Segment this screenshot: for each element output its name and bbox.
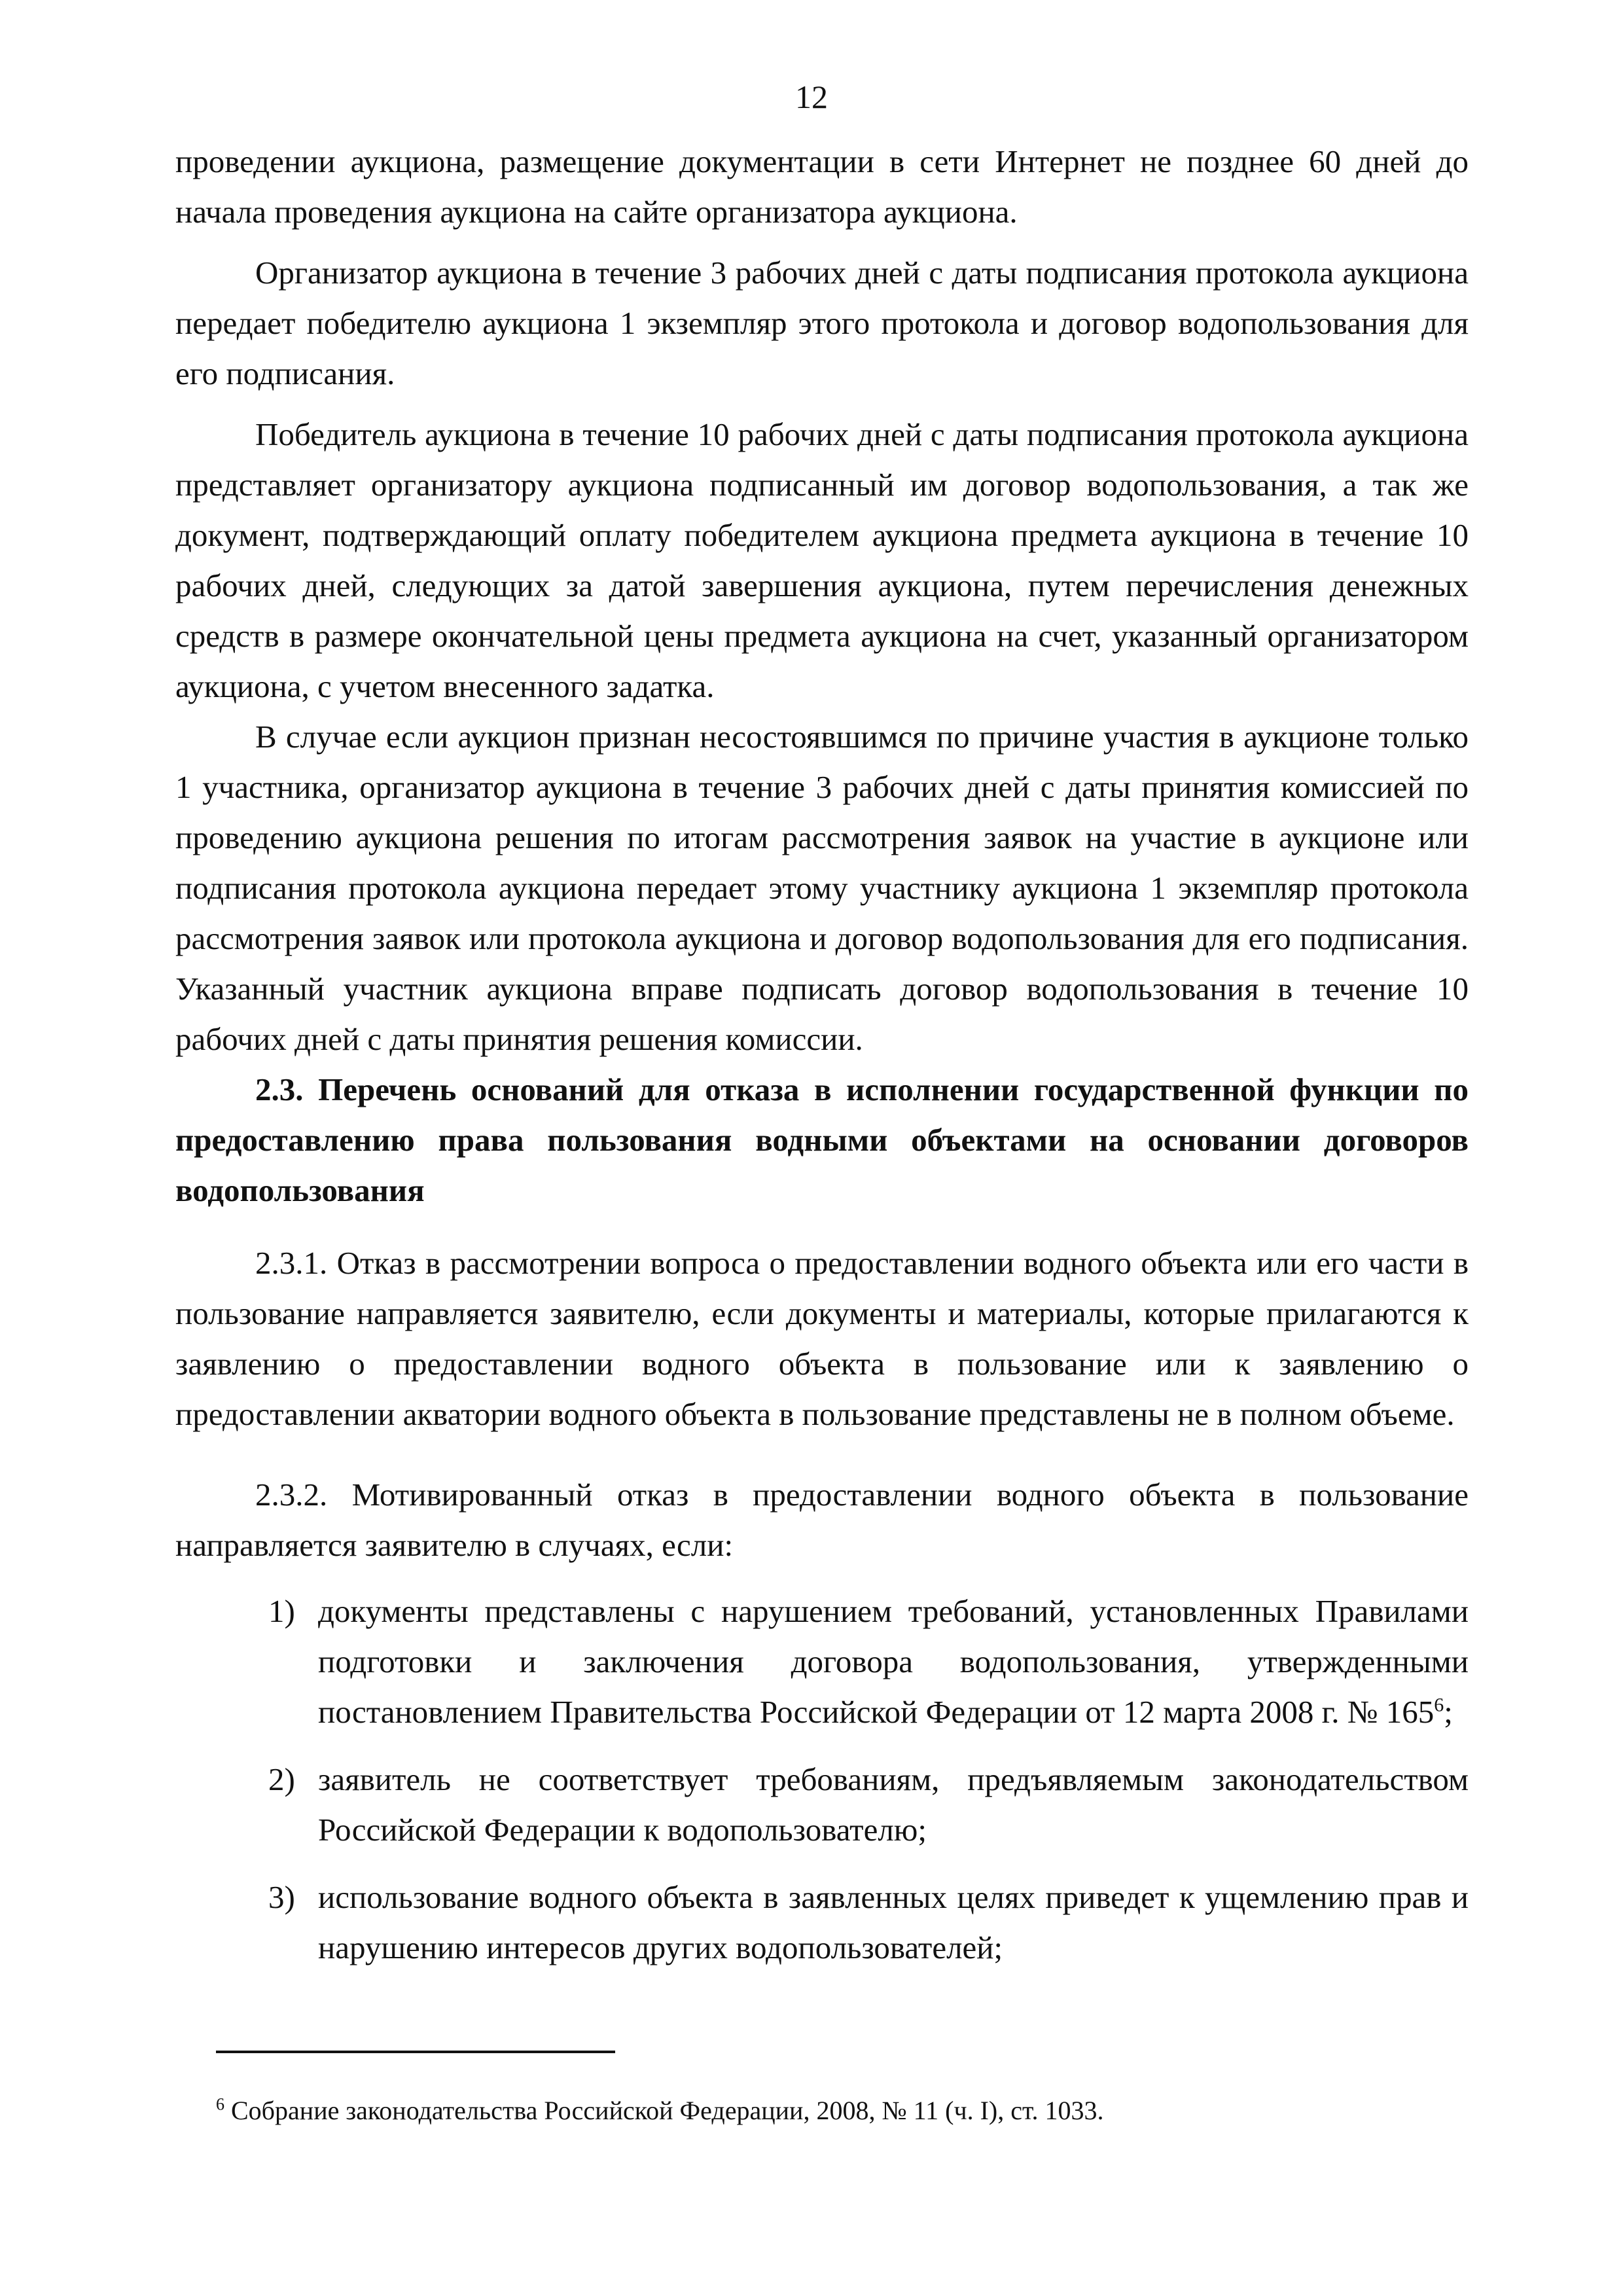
list-item-number: 1) xyxy=(268,1593,295,1629)
list-item-text: использование водного объекта в заявленных целях приведет к ущемлению прав и нарушению интересов других водопользователей; xyxy=(318,1879,1469,1965)
list-item-number: 3) xyxy=(268,1879,295,1915)
footnote-separator xyxy=(216,2051,615,2053)
list-item xyxy=(175,1754,1469,1855)
list-item xyxy=(175,1872,1469,1973)
paragraph-continuation: проведении аукциона, размещение документации в сети Интернет не позднее 60 дней до начала проведения аукциона на сайте организатора аукциона. xyxy=(175,143,1469,230)
paragraph-organizer-transfer: Организатор аукциона в течение 3 рабочих дней с даты подписания протокола аукциона передает победителю аукциона 1 экземпляр этого протокола и договор водопользования для его подписания. xyxy=(175,255,1469,391)
footnote-marker: 6 xyxy=(216,2094,224,2114)
paragraph-failed-auction: В случае если аукцион признан несостоявшимся по причине участия в аукционе только 1 участника, организатор аукциона в течение 3 рабочих дней с даты принятия комиссией по проведению аукциона решения по итогам рассмотрения заявок на участие в аукционе или подписания протокола аукциона передает этому участнику аукциона 1 экземпляр протокола рассмотрения заявок или протокола аукциона и договор водопользования для его подписания. Указанный участник аукциона вправе подписать договор водопользования в течение 10 рабочих дней с даты принятия решения комиссии. xyxy=(175,719,1469,1057)
refusal-reasons-list xyxy=(175,1586,1469,1973)
paragraph-2-3-2: 2.3.2. Мотивированный отказ в предоставлении водного объекта в пользование направляется заявителю в случаях, если: xyxy=(175,1477,1469,1563)
footnote-text: Собрание законодательства Российской Федерации, 2008, № 11 (ч. I), ст. 1033. xyxy=(224,2096,1104,2125)
footnote-reference: 6 xyxy=(1434,1694,1444,1716)
list-item-text: документы представлены с нарушением требований, установленных Правилами подготовки и заключения договора водопользования, утвержденными постановлением Правительства Российской Федерации от 12 марта 2008 г. № 165 xyxy=(318,1593,1469,1730)
list-item-tail: ; xyxy=(1444,1694,1453,1730)
list-item xyxy=(175,1586,1469,1737)
section-heading: 2.3. Перечень оснований для отказа в исполнении государственной функции по предоставлению права пользования водными объектами на основании договоров водопользования xyxy=(175,1071,1469,1208)
paragraph-winner-payment: Победитель аукциона в течение 10 рабочих дней с даты подписания протокола аукциона представляет организатору аукциона подписанный им договор водопользования, а так же документ, подтверждающий оплату победителем аукциона предмета аукциона в течение 10 рабочих дней, следующих за датой завершения аукциона, путем перечисления денежных средств в размере окончательной цены предмета аукциона на счет, указанный организатором аукциона, с учетом внесенного задатка. xyxy=(175,416,1469,704)
list-item-number: 2) xyxy=(268,1761,295,1797)
paragraph-2-3-1: 2.3.1. Отказ в рассмотрении вопроса о предоставлении водного объекта или его части в пользование направляется заявителю, если документы и материалы, которые прилагаются к заявлению о предоставлении водного объекта в пользование или к заявлению о предоставлении акватории водного объекта в пользование представлены не в полном объеме. xyxy=(175,1245,1469,1432)
page-number: 12 xyxy=(795,79,828,115)
footnote xyxy=(216,2094,1459,2127)
document-body xyxy=(175,136,1469,1990)
list-item-text: заявитель не соответствует требованиям, предъявляемым законодательством Российской Федерации к водопользователю; xyxy=(318,1761,1469,1848)
